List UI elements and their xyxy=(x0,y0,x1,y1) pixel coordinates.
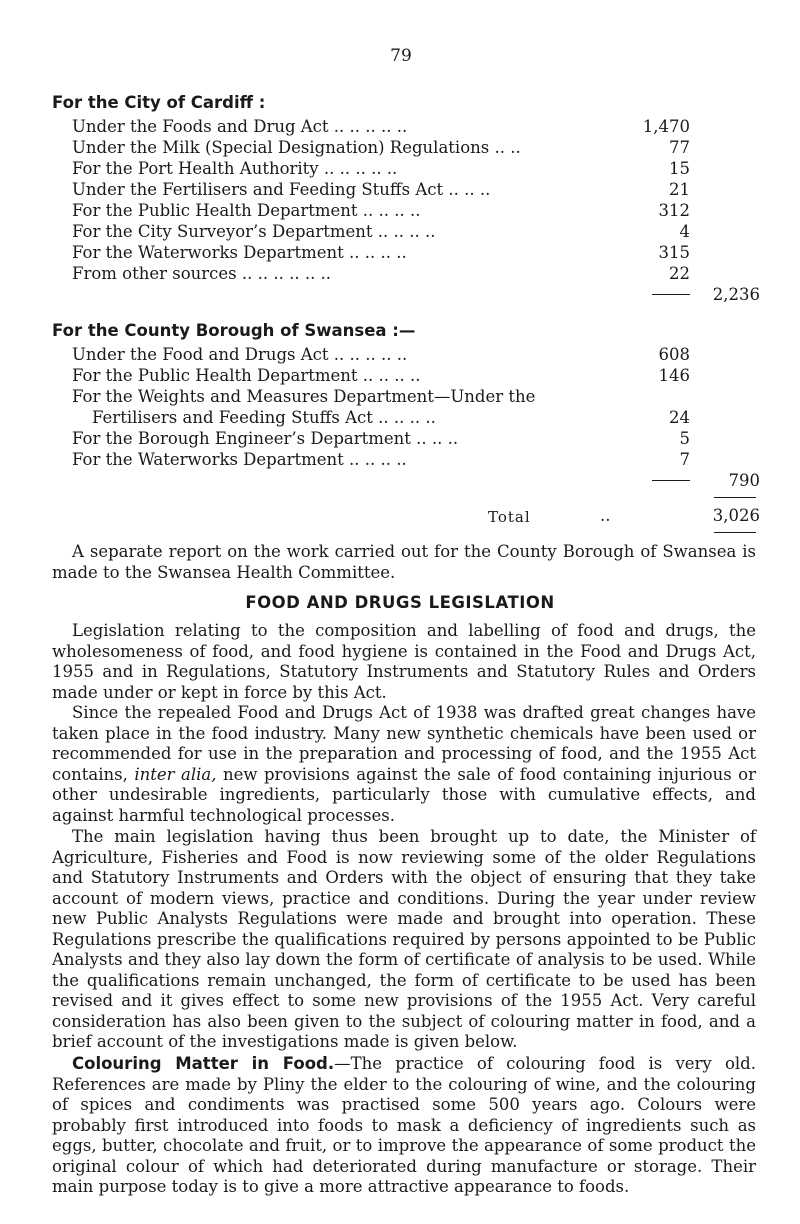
cardiff-row-label: For the Public Health Department .. .. .. .. xyxy=(72,201,421,220)
cardiff-row-label: Under the Milk (Special Designation) Regulations .. .. xyxy=(72,138,521,157)
paragraph-text: new provisions against the sale of food containing injurious or other undesirable ingredients, particularly those with cumulative effects, and against harmful technological processes. xyxy=(52,764,757,825)
cardiff-subtotal: 2,236 xyxy=(712,285,760,304)
cardiff-row-label: For the City Surveyor’s Department .. .. .. .. xyxy=(72,222,436,241)
cardiff-heading: For the City of Cardiff : xyxy=(52,93,266,112)
swansea-row-label: For the Borough Engineer’s Department .. .. .. xyxy=(72,429,459,448)
swansea-row-label: Fertilisers and Feeding Stuffs Act .. .. .. .. xyxy=(92,408,436,427)
swansea-row-value: 5 xyxy=(679,429,690,448)
cardiff-row-value: 22 xyxy=(669,264,690,283)
swansea-heading: For the County Borough of Swansea :— xyxy=(52,321,416,340)
cardiff-row-value: 77 xyxy=(669,138,690,157)
paragraph-legislation: Legislation relating to the composition and labelling of food and drugs, the wholesomeness of food, and food hygiene is contained in the Food and Drugs Act, 1955 and in Regulations, Statutory Instruments and Statutory Rules and Orders made under or kept in force by this Act. xyxy=(52,621,756,702)
section-title: FOOD AND DRUGS LEGISLATION xyxy=(245,593,555,612)
swansea-row-value: 24 xyxy=(669,408,690,427)
swansea-row-label: For the Weights and Measures Department—Under the xyxy=(72,387,536,406)
separate-report-paragraph: A separate report on the work carried out for the County Borough of Swansea is made to the Swansea Health Committee. xyxy=(52,542,756,582)
paragraph-text: —The practice of colouring food is very old. References are made by Pliny the elder to the colouring of wine, and the colouring of spices and condiments was practised some 500 years ago. Colours were probably first introduced into foods to mask a deficiency of ingredients such as eggs, butter, chocolate and fruit, or to improve the appearance of some product the original colour of which had deteriorated during manufacture or storage. Their main purpose today is to give a more attractive appearance to foods. xyxy=(52,1054,756,1196)
swansea-row-value: 608 xyxy=(658,345,690,364)
paragraph-text: Since the repealed Food and Drugs Act of 1938 was drafted great changes have taken place in the food industry. Many new synthetic chemicals have been used or recommended for use in the preparation and processing of food, and the 1955 Act contains, xyxy=(52,703,756,784)
total-label: Total xyxy=(488,508,531,526)
swansea-row-label: For the Public Health Department .. .. .. .. xyxy=(72,366,421,385)
cardiff-row-value: 312 xyxy=(658,201,690,220)
swansea-row-value: 146 xyxy=(658,366,690,385)
cardiff-row-value: 1,470 xyxy=(642,117,690,136)
cardiff-row-value: 4 xyxy=(679,222,690,241)
total-rule-top xyxy=(714,497,756,498)
cardiff-row-value: 21 xyxy=(669,180,690,199)
total-dots: .. xyxy=(600,506,611,525)
swansea-subtotal: 790 xyxy=(728,471,760,490)
cardiff-row-value: 315 xyxy=(658,243,690,262)
cardiff-row-label: Under the Fertilisers and Feeding Stuffs Act .. .. .. xyxy=(72,180,491,199)
page-number: 79 xyxy=(390,46,412,66)
cardiff-row-label: From other sources .. .. .. .. .. .. xyxy=(72,264,332,283)
swansea-row-value: 7 xyxy=(679,450,690,469)
cardiff-row-value: 15 xyxy=(669,159,690,178)
cardiff-row-label: Under the Foods and Drug Act .. .. .. .. .. xyxy=(72,117,408,136)
paragraph-main-legislation: The main legislation having thus been brought up to date, the Minister of Agriculture, Fisheries and Food is now reviewing some of the older Regulations and Statutory Instruments and Orders with the object of ensuring that they take account of modern views, practice and conditions. During the year under review new Public Analysts Regulations were made and brought into operation. These Regulations prescribe the qualifications required by persons appointed to be Public Analysts and they also lay down the form of certificate of analysis to be used. While the qualifications remain unchanged, the form of certificate to be used has been revised and it gives effect to some new provisions of the 1955 Act. Very careful consideration has also been given to the subject of colouring matter in food, and a brief account of the investigations made is given below. xyxy=(52,827,756,1051)
total-rule-bottom xyxy=(714,532,756,533)
total-value: 3,026 xyxy=(712,506,760,525)
cardiff-row-label: For the Waterworks Department .. .. .. .. xyxy=(72,243,407,262)
run-in-heading: Colouring Matter in Food. xyxy=(72,1054,335,1073)
paragraph-colouring-matter xyxy=(52,1054,756,1198)
paragraph-repealed-act xyxy=(52,703,756,826)
swansea-row-label: For the Waterworks Department .. .. .. .. xyxy=(72,450,407,469)
inter-alia-text: inter alia, xyxy=(134,764,217,784)
swansea-row-label: Under the Food and Drugs Act .. .. .. .. .. xyxy=(72,345,408,364)
cardiff-row-label: For the Port Health Authority .. .. .. .. .. xyxy=(72,159,398,178)
